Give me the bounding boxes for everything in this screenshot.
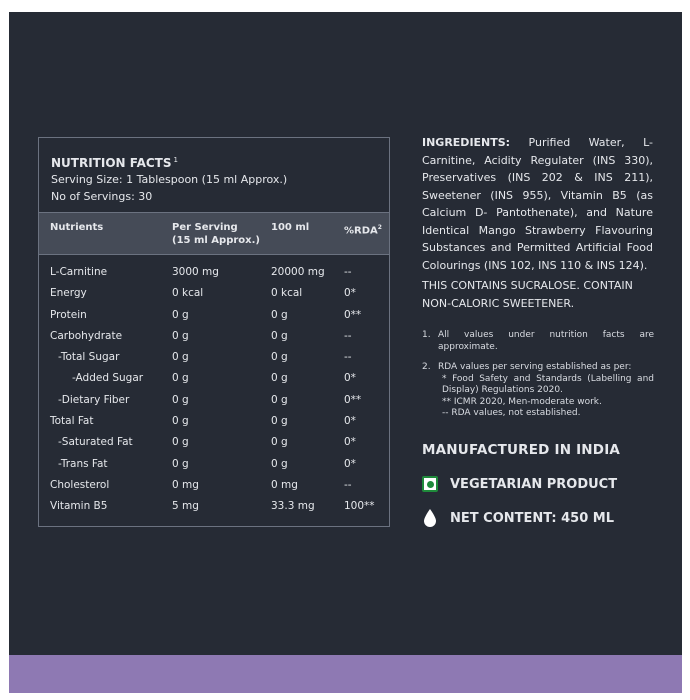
nutrient-name: -Total Sugar xyxy=(58,351,120,364)
col-per-serving-line2: (15 ml Approx.) xyxy=(172,235,260,246)
per-100ml-value: 0 g xyxy=(271,436,288,449)
per-serving-value: 0 g xyxy=(172,372,189,385)
per-100ml-value: 33.3 mg xyxy=(271,500,315,513)
rda-value: -- xyxy=(344,329,352,342)
col-100ml: 100 ml xyxy=(271,222,310,233)
vegetarian-text: VEGETARIAN PRODUCT xyxy=(450,476,618,492)
nutrient-name: -Added Sugar xyxy=(72,372,144,385)
per-serving-value: 0 kcal xyxy=(172,287,204,300)
footnote-2-icmr: ** ICMR 2020, Men-moderate work. xyxy=(442,396,602,407)
table-row xyxy=(39,285,389,306)
per-serving-value: 0 g xyxy=(172,457,189,470)
ingredients-label: INGREDIENTS: xyxy=(422,136,511,149)
ingredients xyxy=(422,134,653,274)
nutrient-name: Vitamin B5 xyxy=(50,500,108,513)
nutrient-name: Carbohydrate xyxy=(50,329,123,342)
col-rda-text: %RDA xyxy=(344,225,378,237)
per-serving-value: 0 g xyxy=(172,436,189,449)
rda-value: 0* xyxy=(344,372,356,385)
nutrient-name: Total Fat xyxy=(50,415,94,428)
footnote-2-not-established: -- RDA values, not established. xyxy=(442,408,581,418)
servings-count: No of Servings: 30 xyxy=(51,190,153,203)
nutrition-column-headers xyxy=(39,212,389,255)
footnote-2-text: RDA values per serving established as per: xyxy=(438,362,632,372)
per-100ml-value: 0 g xyxy=(271,415,288,428)
table-row xyxy=(39,498,389,519)
footnote-1-number: 1. xyxy=(422,330,431,340)
nutrient-name: -Dietary Fiber xyxy=(58,393,130,406)
table-row xyxy=(39,307,389,328)
footnote-1 xyxy=(422,330,654,353)
nutrient-name: Cholesterol xyxy=(50,478,110,491)
nutrient-name: -Saturated Fat xyxy=(58,436,133,449)
nutrient-name: -Trans Fat xyxy=(58,457,108,470)
rda-value: 0* xyxy=(344,457,356,470)
footnotes xyxy=(422,330,654,429)
col-per-serving-line1: Per Serving xyxy=(172,222,238,233)
rda-value: -- xyxy=(344,266,352,278)
col-per-serving xyxy=(172,221,260,247)
table-row xyxy=(39,264,389,285)
per-serving-value: 0 g xyxy=(172,393,189,406)
table-row xyxy=(39,349,389,370)
rda-value: -- xyxy=(344,478,352,491)
rda-footnote-ref: 2 xyxy=(377,224,382,231)
per-serving-value: 5 mg xyxy=(172,500,199,513)
table-row xyxy=(39,392,389,413)
serving-size: Serving Size: 1 Tablespoon (15 ml Approx.) xyxy=(51,173,288,186)
table-row xyxy=(39,370,389,391)
per-serving-value: 0 g xyxy=(172,351,189,364)
footnote-2-body xyxy=(438,362,654,420)
table-row xyxy=(39,456,389,477)
table-row xyxy=(39,413,389,434)
rda-value: 0** xyxy=(344,393,362,406)
table-row xyxy=(39,477,389,498)
per-serving-value: 0 g xyxy=(172,308,189,321)
manufactured-in: MANUFACTURED IN INDIA xyxy=(422,442,621,458)
rda-value: 100** xyxy=(344,500,375,513)
col-nutrients: Nutrients xyxy=(50,222,104,233)
col-rda xyxy=(344,221,382,237)
rda-value: 0* xyxy=(344,415,356,428)
nutrient-name: Energy xyxy=(50,287,87,300)
veg-dot xyxy=(427,481,434,488)
rda-value: 0* xyxy=(344,287,356,300)
rda-value: -- xyxy=(344,351,352,364)
per-100ml-value: 0 kcal xyxy=(271,287,303,300)
rda-value: 0** xyxy=(344,308,362,321)
water-drop-icon xyxy=(422,508,438,528)
per-serving-value: 0 mg xyxy=(172,478,199,491)
per-100ml-value: 0 g xyxy=(271,329,288,342)
nutrition-rows xyxy=(39,264,389,520)
per-100ml-value: 20000 mg xyxy=(271,266,325,278)
nutrition-header xyxy=(39,138,389,212)
sucralose-notice: THIS CONTAINS SUCRALOSE. CONTAIN NON-CALORIC SWEETENER. xyxy=(422,279,633,310)
footnote-1-text: All values under nutrition facts are approximate. xyxy=(438,330,654,352)
table-row xyxy=(39,328,389,349)
footnote-2-fssai: * Food Safety and Standards (Labelling and Display) Regulations 2020. xyxy=(442,373,654,395)
net-content-badge xyxy=(422,508,614,528)
purple-band xyxy=(9,655,682,693)
per-serving-value: 3000 mg xyxy=(172,266,219,278)
vegetarian-badge xyxy=(422,476,617,492)
nutrient-name: Protein xyxy=(50,308,87,321)
per-100ml-value: 0 g xyxy=(271,457,288,470)
title-footnote-ref: 1 xyxy=(173,156,178,164)
nutrient-name: L-Carnitine xyxy=(50,266,108,278)
per-100ml-value: 0 g xyxy=(271,372,288,385)
per-serving-value: 0 g xyxy=(172,415,189,428)
per-serving-value: 0 g xyxy=(172,329,189,342)
per-100ml-value: 0 mg xyxy=(271,478,298,491)
nutrition-title-text: NUTRITION FACTS xyxy=(51,156,172,170)
footnote-2 xyxy=(422,362,654,420)
ingredients-text: Purified Water, L-Carnitine, Acidity Regulater (INS 330), Preservatives (INS 202 & INS 211), Sweetener (INS 955), Vitamin B5 (as Calcium D- Pantothenate), and Nature Identical Mango Strawberry Flavouring Substances and Permitted Artificial Food Colourings (INS 102, INS 110 & INS 124). xyxy=(422,136,653,272)
table-row xyxy=(39,434,389,455)
per-100ml-value: 0 g xyxy=(271,351,288,364)
per-100ml-value: 0 g xyxy=(271,308,288,321)
per-100ml-value: 0 g xyxy=(271,393,288,406)
veg-mark-icon xyxy=(422,476,438,492)
rda-value: 0* xyxy=(344,436,356,449)
footnote-2-number: 2. xyxy=(422,362,431,372)
net-content-text: NET CONTENT: 450 ML xyxy=(450,510,615,526)
nutrition-facts-table xyxy=(38,137,390,527)
nutrition-title xyxy=(51,152,389,171)
